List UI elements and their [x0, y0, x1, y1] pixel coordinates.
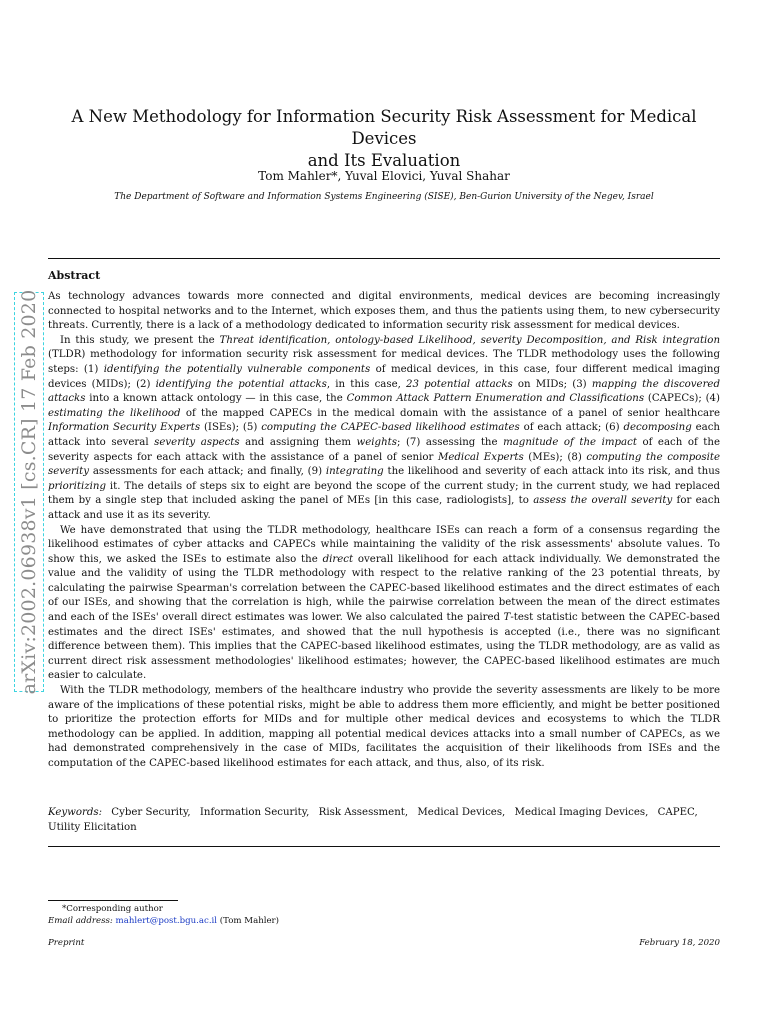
text-span: of each attack; (6) [519, 422, 624, 434]
emphasis: Information Security Experts [48, 422, 201, 434]
emphasis: mapping the discovered attacks [48, 378, 720, 405]
corresponding-author-note: *Corresponding author [62, 904, 163, 914]
text-span: (ISEs); (5) [200, 422, 262, 434]
text-span: into a known attack ontology — in this case, the [85, 393, 347, 405]
keywords [48, 806, 720, 835]
emphasis: identifying the potential attacks [155, 378, 327, 390]
affiliation: The Department of Software and Information Systems Engineering (SISE), Ben-Gurion University of the Negev, Israel [114, 192, 654, 202]
keyword: Medical Imaging Devices, [514, 807, 649, 818]
email-owner: (Tom Mahler) [219, 916, 280, 926]
emphasis: weights [356, 436, 397, 448]
emphasis: direct [322, 553, 354, 565]
bottom-rule [48, 846, 720, 847]
email-link[interactable]: mahlert@post.bgu.ac.il [115, 916, 218, 926]
email-label: Email address: [48, 916, 113, 926]
emphasis: identifying the potentially vulnerable components [103, 363, 371, 375]
text-span: assessments for each attack; and finally, (9) [89, 466, 326, 478]
emphasis: prioritizing [48, 480, 106, 492]
text-span: (TLDR) methodology for information security risk assessment for medical devices. The TLDR methodology uses the following steps: (1) [48, 349, 720, 375]
text-span: of the mapped CAPECs in the medical domain with the assistance of a panel of senior healthcare [180, 407, 720, 419]
text-span: (CAPECs); (4) [644, 393, 720, 405]
title-line-1: A New Methodology for Information Security Risk Assessment for Medical Devices [71, 107, 697, 148]
paper-title [48, 106, 720, 172]
emphasis: computing the CAPEC-based likelihood estimates [261, 422, 520, 434]
abstract-paragraph-4: With the TLDR methodology, members of the healthcare industry who provide the severity assessments are likely to be more aware of the implications of these potential risks, might be able to address them more efficiently, and might be better positioned to prioritize the protection efforts for MIDs and for multiple other medical devices and ecosystems to which the TLDR methodology can be applied. In addition, mapping all potential medical devices attacks into a small number of CAPECs, as we had demonstrated comprehensively in the case of MIDs, facilitates the acquisition of their likelihoods from ISEs and the computation of the CAPEC-based likelihood estimates for each attack, and thus, also, of its risk. [48, 685, 720, 769]
emphasis: Common Attack Pattern Enumeration and Classifications [346, 393, 645, 405]
title-line-2: and Its Evaluation [307, 151, 461, 170]
footer-date: February 18, 2020 [639, 938, 720, 948]
emphasis: Medical Experts [437, 451, 524, 463]
emphasis: 23 potential attacks [406, 378, 513, 390]
text-span: ; (7) assessing the [396, 436, 504, 448]
text-span: (MEs); (8) [523, 451, 587, 463]
text-span: for each attack and use it as its severity. [48, 495, 721, 521]
text-span: of medical devices, in this case, four different medical imaging devices (MIDs); (2) [48, 363, 720, 390]
keyword: Medical Devices, [417, 807, 506, 818]
abstract-paragraph-3 [48, 524, 720, 685]
arxiv-stamp[interactable]: arXiv:2002.06938v1 [cs.CR] 17 Feb 2020 [18, 289, 40, 695]
abstract-body [48, 290, 720, 772]
keyword: Risk Assessment, [318, 807, 409, 818]
keyword: CAPEC, [657, 807, 698, 818]
emphasis: T [503, 612, 511, 624]
emphasis: Threat identification, ontology-based Likelihood, severity Decomposition, and Risk integration [219, 334, 720, 346]
text-span: the likelihood and severity of each attack into its risk, and thus [383, 466, 720, 478]
emphasis: computing the composite severity [48, 451, 720, 478]
abstract-paragraph-1: As technology advances towards more connected and digital environments, medical devices are becoming increasingly connected to hospital networks and to the Internet, which exposes them, and thus the patients using them, to new cybersecurity threats. Currently, there is a lack of a methodology dedicated to information security risk assessment for medical devices. [48, 291, 720, 332]
text-span: and assigning them [239, 436, 357, 448]
preprint-label: Preprint [48, 938, 85, 948]
text-span: , in this case, [326, 378, 407, 390]
emphasis: assess the overall severity [533, 495, 673, 507]
keyword: Utility Elicitation [48, 821, 137, 833]
emphasis: severity aspects [154, 436, 240, 448]
abstract-paragraph-2 [48, 334, 720, 524]
abstract-heading: Abstract [48, 269, 101, 282]
text-span: of each of the severity aspects for each attack with the assistance of a panel of senior [48, 436, 720, 463]
email-note [48, 915, 720, 927]
text-span: each attack into several [48, 422, 720, 448]
text-span: on MIDs; (3) [512, 378, 592, 390]
text-span: In this study, we present the [60, 334, 220, 346]
text-span: We have demonstrated that using the TLDR methodology, healthcare ISEs can reach a form of a consensus regarding the likelihood estimates of cyber attacks and CAPECs while maintaining the validity of the risk assessments' absolute values. To show this, we asked the ISEs to estimate also the [48, 524, 720, 565]
text-span: it. The details of steps six to eight are beyond the scope of the current study; in the current study, we had replaced them by a single step that included asking the panel of MEs [in this case, radiologists], to [48, 480, 720, 507]
footnote-rule [48, 900, 178, 901]
text-span: overall likelihood for each attack individually. We demonstrated the value and the validity of using the TLDR methodology with respect to the relative ranking of the 23 potential threats, by calculating the pairwise Spearman's correlation between the CAPEC-based likelihood estimates and the direct estimates of each of our ISEs, and showing that the correlation is high, while the pairwise correlation between the mean of the direct estimates and each of the ISEs' overall direct estimates was lower. We also calculated the paired [48, 553, 720, 624]
emphasis: estimating the likelihood [48, 407, 181, 419]
keywords-label: Keywords: [48, 807, 103, 818]
keyword: Cyber Security, [111, 807, 191, 818]
text-span: -test statistic between the CAPEC-based estimates and the direct ISEs' estimates, and showed that the null hypothesis is accepted (i.e., there was no significant difference between them). This implies that the CAPEC-based likelihood estimates, using the TLDR methodology, are as valid as current direct risk assessment methodologies' likelihood estimates; however, the CAPEC-based likelihood estimates are much easier to calculate. [48, 612, 720, 682]
emphasis: decomposing [623, 422, 692, 434]
emphasis: magnitude of the impact [503, 436, 637, 448]
top-rule [48, 258, 720, 259]
author-list: Tom Mahler*, Yuval Elovici, Yuval Shahar [258, 169, 510, 183]
keyword: Information Security, [199, 807, 310, 818]
emphasis: integrating [325, 466, 384, 478]
